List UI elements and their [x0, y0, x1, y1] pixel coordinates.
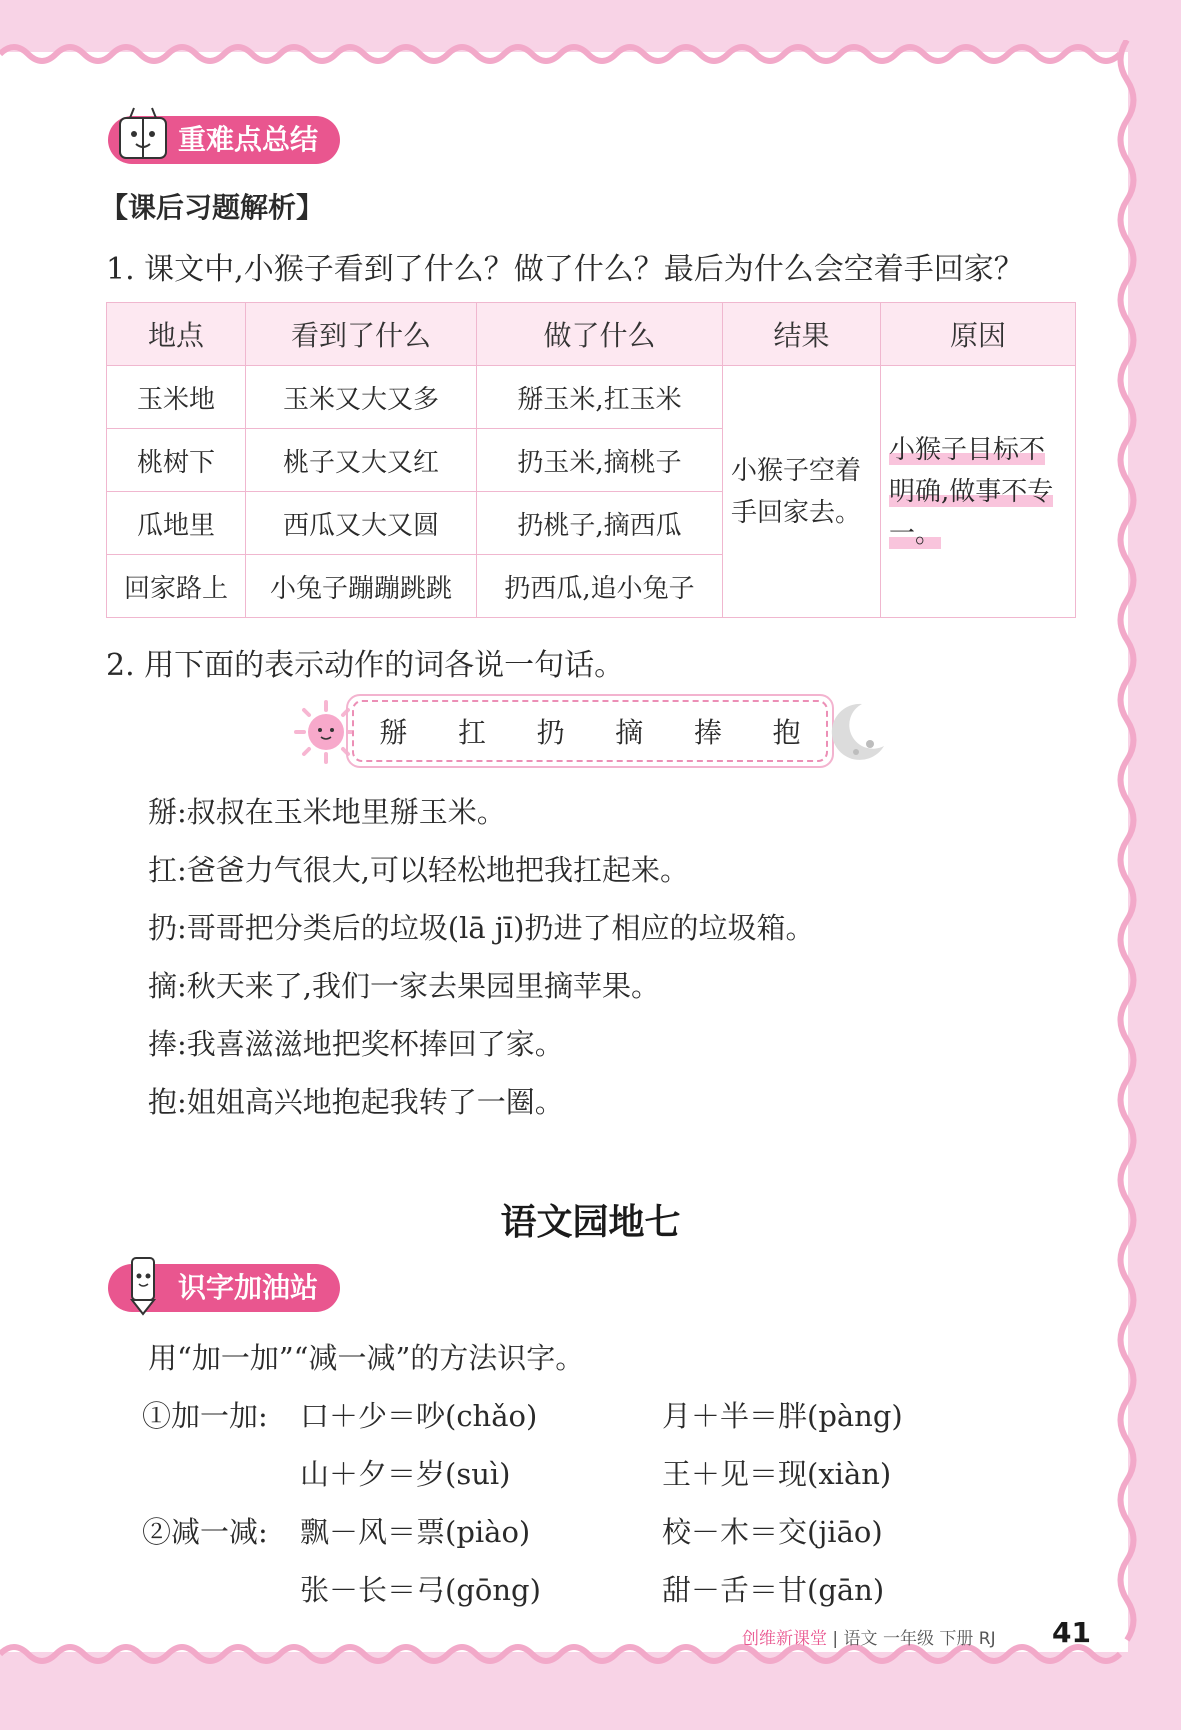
subtract-label: ②减一减: — [142, 1515, 268, 1549]
table-cell: 桃树下 — [107, 429, 246, 492]
table-cell: 扔桃子,摘西瓜 — [477, 492, 723, 555]
table-cell: 掰玉米,扛玉米 — [477, 366, 723, 429]
example-sentence: 抱:姐姐高兴地抱起我转了一圈。 — [148, 1085, 564, 1119]
action-word: 掰 — [379, 716, 408, 749]
exercise-heading: 【课后习题解析】 — [100, 191, 325, 224]
add-item: 月＋半＝胖(pàng) — [662, 1399, 903, 1433]
garden-title: 语文园地七 — [500, 1202, 681, 1243]
table-header: 结果 — [723, 303, 881, 366]
example-sentence: 扔:哥哥把分类后的垃圾(lā jī)扔进了相应的垃圾箱。 — [148, 911, 815, 945]
result-cell — [723, 366, 881, 618]
table-header-row — [107, 303, 1076, 366]
result-text: 小猴子空着手回家去。 — [731, 455, 862, 528]
summary-table — [106, 302, 1076, 618]
example-sentence: 掰:叔叔在玉米地里掰玉米。 — [148, 795, 506, 829]
pencil-mascot-icon — [112, 1252, 174, 1318]
action-words-box — [352, 700, 828, 762]
example-sentence: 扛:爸爸力气很大,可以轻松地把我扛起来。 — [148, 853, 689, 887]
table-cell: 回家路上 — [107, 555, 246, 618]
table-header: 做了什么 — [477, 303, 723, 366]
table-cell: 瓜地里 — [107, 492, 246, 555]
page-number: 41 — [1052, 1616, 1091, 1649]
subtract-item: 飘－风＝票(piào) — [300, 1515, 531, 1549]
footer-divider: | — [832, 1629, 839, 1649]
footer-brand: 创维新课堂 — [742, 1629, 827, 1649]
table-cell: 桃子又大又红 — [246, 429, 477, 492]
subtract-item: 甜－舌＝甘(gān) — [662, 1573, 885, 1607]
add-item: 口＋少＝吵(chǎo) — [300, 1399, 538, 1433]
add-label: ①加一加: — [142, 1399, 268, 1433]
table-row — [107, 366, 1076, 429]
moon-icon — [826, 700, 888, 764]
section-badge-key-points — [108, 116, 340, 164]
footer-book-info: 语文 一年级 下册 RJ — [843, 1629, 996, 1649]
table-cell: 玉米地 — [107, 366, 246, 429]
footer-info — [742, 1624, 996, 1649]
table-header: 地点 — [107, 303, 246, 366]
right-wave-border — [1112, 40, 1142, 1660]
action-word: 抱 — [772, 716, 801, 749]
subtract-item: 校－木＝交(jiāo) — [662, 1515, 883, 1549]
table-cell: 玉米又大又多 — [246, 366, 477, 429]
instruction: 用“加一加”“减一减”的方法识字。 — [148, 1341, 585, 1375]
action-word: 捧 — [693, 716, 722, 749]
table-header: 看到了什么 — [246, 303, 477, 366]
table-header: 原因 — [881, 303, 1076, 366]
book-mascot-icon — [112, 104, 174, 170]
subtract-item: 张－长＝弓(gōng) — [300, 1573, 541, 1607]
top-wave-border — [0, 40, 1128, 68]
table-cell: 扔西瓜,追小兔子 — [477, 555, 723, 618]
action-word: 扛 — [457, 716, 486, 749]
add-item: 王＋见＝现(xiàn) — [662, 1457, 892, 1491]
section-title: 识字加油站 — [178, 1271, 319, 1304]
reason-cell — [881, 366, 1076, 618]
question-1: 1. 课文中,小猴子看到了什么？做了什么？最后为什么会空着手回家？ — [106, 252, 1024, 287]
action-word: 扔 — [536, 716, 565, 749]
example-sentence: 捧:我喜滋滋地把奖杯捧回了家。 — [148, 1027, 564, 1061]
reason-text: 小猴子目标不明确,做事不专一。 — [889, 434, 1054, 549]
action-word: 摘 — [615, 716, 644, 749]
table-cell: 小兔子蹦蹦跳跳 — [246, 555, 477, 618]
table-cell: 扔玉米,摘桃子 — [477, 429, 723, 492]
section-title: 重难点总结 — [178, 123, 319, 156]
example-sentence: 摘:秋天来了,我们一家去果园里摘苹果。 — [148, 969, 660, 1003]
add-item: 山＋夕＝岁(suì) — [300, 1457, 511, 1491]
table-cell: 西瓜又大又圆 — [246, 492, 477, 555]
question-2: 2. 用下面的表示动作的词各说一句话。 — [106, 648, 625, 683]
section-badge-literacy — [108, 1264, 340, 1312]
